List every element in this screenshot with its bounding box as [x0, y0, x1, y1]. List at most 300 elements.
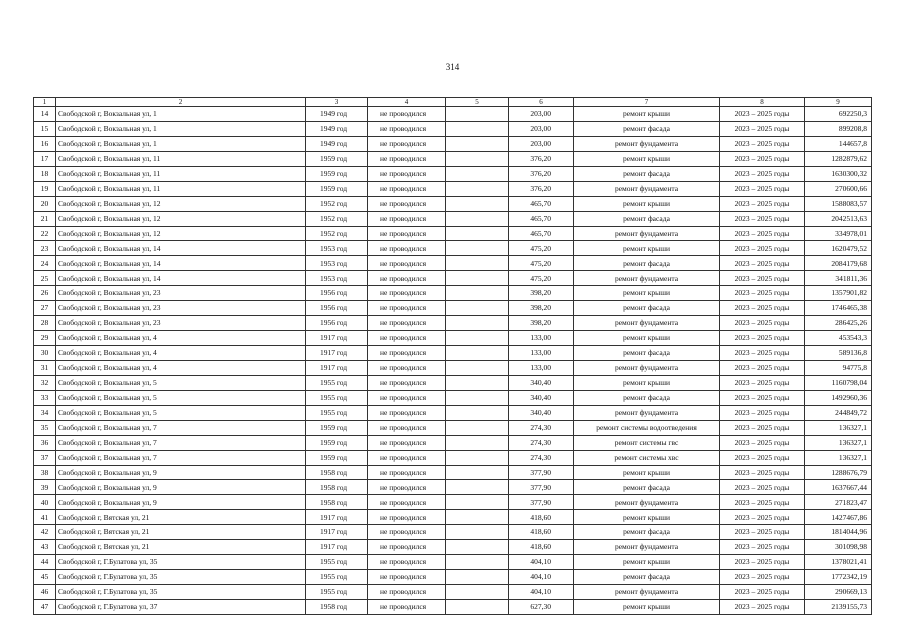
blank-cell [446, 420, 509, 435]
period-cell: 2023 – 2025 годы [720, 599, 805, 614]
year-built-cell: 1958 год [306, 599, 368, 614]
area-cell: 377,90 [509, 495, 574, 510]
year-built-cell: 1959 год [306, 450, 368, 465]
period-cell: 2023 – 2025 годы [720, 271, 805, 286]
area-cell: 340,40 [509, 390, 574, 405]
address-cell: Свободской г, Вокзальная ул, 23 [56, 316, 306, 331]
blank-cell [446, 495, 509, 510]
row-number-cell: 19 [34, 181, 56, 196]
work-type-cell: ремонт фасада [574, 480, 720, 495]
year-built-cell: 1958 год [306, 465, 368, 480]
cost-cell: 1288676,79 [805, 465, 872, 480]
blank-cell [446, 510, 509, 525]
inspection-cell: не проводился [368, 346, 446, 361]
table-row [34, 107, 872, 122]
area-cell: 418,60 [509, 525, 574, 540]
period-cell: 2023 – 2025 годы [720, 211, 805, 226]
blank-cell [446, 435, 509, 450]
area-cell: 465,70 [509, 196, 574, 211]
address-cell: Свободской г, Вокзальная ул, 12 [56, 226, 306, 241]
table-row [34, 271, 872, 286]
work-type-cell: ремонт фундамента [574, 495, 720, 510]
blank-cell [446, 540, 509, 555]
table-row [34, 495, 872, 510]
row-number-cell: 42 [34, 525, 56, 540]
work-type-cell: ремонт фасада [574, 570, 720, 585]
period-cell: 2023 – 2025 годы [720, 495, 805, 510]
row-number-cell: 23 [34, 241, 56, 256]
row-number-cell: 14 [34, 107, 56, 122]
inspection-cell: не проводился [368, 465, 446, 480]
work-type-cell: ремонт фасада [574, 211, 720, 226]
year-built-cell: 1953 год [306, 256, 368, 271]
period-cell: 2023 – 2025 годы [720, 166, 805, 181]
work-type-cell: ремонт фасада [574, 346, 720, 361]
address-cell: Свободской г, Вятская ул, 21 [56, 525, 306, 540]
table-row [34, 331, 872, 346]
work-type-cell: ремонт фундамента [574, 405, 720, 420]
blank-cell [446, 316, 509, 331]
inspection-cell: не проводился [368, 480, 446, 495]
table-row [34, 525, 872, 540]
table-row [34, 121, 872, 136]
blank-cell [446, 121, 509, 136]
inspection-cell: не проводился [368, 375, 446, 390]
inspection-cell: не проводился [368, 211, 446, 226]
cost-cell: 1588083,57 [805, 196, 872, 211]
area-cell: 465,70 [509, 226, 574, 241]
area-cell: 133,00 [509, 331, 574, 346]
year-built-cell: 1953 год [306, 271, 368, 286]
period-cell: 2023 – 2025 годы [720, 196, 805, 211]
blank-cell [446, 256, 509, 271]
cost-cell: 270600,66 [805, 181, 872, 196]
year-built-cell: 1952 год [306, 211, 368, 226]
period-cell: 2023 – 2025 годы [720, 570, 805, 585]
table-row [34, 555, 872, 570]
address-cell: Свободской г, Вокзальная ул, 11 [56, 151, 306, 166]
blank-cell [446, 271, 509, 286]
cost-cell: 1160798,04 [805, 375, 872, 390]
blank-cell [446, 346, 509, 361]
year-built-cell: 1955 год [306, 570, 368, 585]
work-type-cell: ремонт крыши [574, 241, 720, 256]
header-cell: 9 [805, 98, 872, 107]
address-cell: Свободской г, Вокзальная ул, 1 [56, 136, 306, 151]
year-built-cell: 1959 год [306, 151, 368, 166]
work-type-cell: ремонт фундамента [574, 360, 720, 375]
row-number-cell: 26 [34, 286, 56, 301]
address-cell: Свободской г, Вокзальная ул, 7 [56, 450, 306, 465]
table-row [34, 510, 872, 525]
area-cell: 418,60 [509, 510, 574, 525]
row-number-cell: 46 [34, 585, 56, 600]
table-row [34, 301, 872, 316]
cost-cell: 589136,8 [805, 346, 872, 361]
blank-cell [446, 226, 509, 241]
area-cell: 475,20 [509, 241, 574, 256]
table-row [34, 540, 872, 555]
address-cell: Свободской г, Вокзальная ул, 5 [56, 405, 306, 420]
period-cell: 2023 – 2025 годы [720, 331, 805, 346]
table-row [34, 480, 872, 495]
blank-cell [446, 390, 509, 405]
cost-cell: 692250,3 [805, 107, 872, 122]
blank-cell [446, 241, 509, 256]
inspection-cell: не проводился [368, 450, 446, 465]
area-cell: 203,00 [509, 121, 574, 136]
address-cell: Свободской г, Вокзальная ул, 4 [56, 360, 306, 375]
cost-cell: 1282879,62 [805, 151, 872, 166]
inspection-cell: не проводился [368, 540, 446, 555]
row-number-cell: 30 [34, 346, 56, 361]
work-type-cell: ремонт системы водоотведения [574, 420, 720, 435]
row-number-cell: 35 [34, 420, 56, 435]
year-built-cell: 1917 год [306, 346, 368, 361]
address-cell: Свободской г, Г.Булатова ул, 35 [56, 570, 306, 585]
address-cell: Свободской г, Вокзальная ул, 5 [56, 375, 306, 390]
row-number-cell: 33 [34, 390, 56, 405]
year-built-cell: 1917 год [306, 331, 368, 346]
period-cell: 2023 – 2025 годы [720, 136, 805, 151]
area-cell: 418,60 [509, 540, 574, 555]
work-type-cell: ремонт фундамента [574, 181, 720, 196]
row-number-cell: 27 [34, 301, 56, 316]
work-type-cell: ремонт фундамента [574, 226, 720, 241]
inspection-cell: не проводился [368, 241, 446, 256]
inspection-cell: не проводился [368, 495, 446, 510]
table-row [34, 226, 872, 241]
blank-cell [446, 480, 509, 495]
year-built-cell: 1952 год [306, 226, 368, 241]
table-row [34, 151, 872, 166]
address-cell: Свободской г, Вятская ул, 21 [56, 510, 306, 525]
year-built-cell: 1955 год [306, 555, 368, 570]
year-built-cell: 1917 год [306, 510, 368, 525]
year-built-cell: 1959 год [306, 435, 368, 450]
address-cell: Свободской г, Вокзальная ул, 4 [56, 346, 306, 361]
address-cell: Свободской г, Вокзальная ул, 12 [56, 211, 306, 226]
work-type-cell: ремонт крыши [574, 107, 720, 122]
inspection-cell: не проводился [368, 151, 446, 166]
blank-cell [446, 166, 509, 181]
cost-cell: 1357901,82 [805, 286, 872, 301]
area-cell: 475,20 [509, 271, 574, 286]
period-cell: 2023 – 2025 годы [720, 540, 805, 555]
period-cell: 2023 – 2025 годы [720, 585, 805, 600]
year-built-cell: 1952 год [306, 196, 368, 211]
table-row [34, 211, 872, 226]
year-built-cell: 1917 год [306, 525, 368, 540]
table-row [34, 599, 872, 614]
area-cell: 340,40 [509, 405, 574, 420]
blank-cell [446, 211, 509, 226]
inspection-cell: не проводился [368, 226, 446, 241]
row-number-cell: 36 [34, 435, 56, 450]
blank-cell [446, 405, 509, 420]
cost-cell: 1427467,86 [805, 510, 872, 525]
row-number-cell: 45 [34, 570, 56, 585]
area-cell: 475,20 [509, 256, 574, 271]
inspection-cell: не проводился [368, 585, 446, 600]
cost-cell: 341811,36 [805, 271, 872, 286]
cost-cell: 301098,98 [805, 540, 872, 555]
work-type-cell: ремонт фундамента [574, 136, 720, 151]
address-cell: Свободской г, Вокзальная ул, 1 [56, 121, 306, 136]
capital-repair-table [33, 97, 872, 615]
table-row [34, 420, 872, 435]
cost-cell: 1630300,32 [805, 166, 872, 181]
cost-cell: 136327,1 [805, 435, 872, 450]
table-row [34, 375, 872, 390]
area-cell: 376,20 [509, 166, 574, 181]
period-cell: 2023 – 2025 годы [720, 420, 805, 435]
period-cell: 2023 – 2025 годы [720, 346, 805, 361]
header-cell: 3 [306, 98, 368, 107]
row-number-cell: 39 [34, 480, 56, 495]
cost-cell: 271823,47 [805, 495, 872, 510]
work-type-cell: ремонт системы гвс [574, 435, 720, 450]
year-built-cell: 1955 год [306, 390, 368, 405]
row-number-cell: 16 [34, 136, 56, 151]
period-cell: 2023 – 2025 годы [720, 360, 805, 375]
cost-cell: 136327,1 [805, 450, 872, 465]
blank-cell [446, 555, 509, 570]
row-number-cell: 44 [34, 555, 56, 570]
blank-cell [446, 585, 509, 600]
row-number-cell: 31 [34, 360, 56, 375]
cost-cell: 2139155,73 [805, 599, 872, 614]
table-row [34, 196, 872, 211]
table-row [34, 316, 872, 331]
row-number-cell: 17 [34, 151, 56, 166]
year-built-cell: 1958 год [306, 495, 368, 510]
table-body [34, 107, 872, 615]
table-row [34, 585, 872, 600]
blank-cell [446, 151, 509, 166]
year-built-cell: 1955 год [306, 375, 368, 390]
blank-cell [446, 525, 509, 540]
work-type-cell: ремонт крыши [574, 599, 720, 614]
blank-cell [446, 465, 509, 480]
area-cell: 376,20 [509, 181, 574, 196]
work-type-cell: ремонт фундамента [574, 585, 720, 600]
inspection-cell: не проводился [368, 510, 446, 525]
work-type-cell: ремонт фасада [574, 525, 720, 540]
blank-cell [446, 375, 509, 390]
address-cell: Свободской г, Вокзальная ул, 9 [56, 480, 306, 495]
cost-cell: 1378021,41 [805, 555, 872, 570]
area-cell: 398,20 [509, 316, 574, 331]
address-cell: Свободской г, Вокзальная ул, 4 [56, 331, 306, 346]
cost-cell: 1637667,44 [805, 480, 872, 495]
period-cell: 2023 – 2025 годы [720, 256, 805, 271]
period-cell: 2023 – 2025 годы [720, 510, 805, 525]
row-number-cell: 32 [34, 375, 56, 390]
address-cell: Свободской г, Вокзальная ул, 9 [56, 495, 306, 510]
cost-cell: 136327,1 [805, 420, 872, 435]
work-type-cell: ремонт фасада [574, 166, 720, 181]
work-type-cell: ремонт крыши [574, 555, 720, 570]
cost-cell: 1620479,52 [805, 241, 872, 256]
row-number-cell: 20 [34, 196, 56, 211]
blank-cell [446, 570, 509, 585]
address-cell: Свободской г, Вокзальная ул, 5 [56, 390, 306, 405]
work-type-cell: ремонт фасада [574, 390, 720, 405]
cost-cell: 1492960,36 [805, 390, 872, 405]
row-number-cell: 24 [34, 256, 56, 271]
row-number-cell: 47 [34, 599, 56, 614]
table-row [34, 390, 872, 405]
table-row [34, 435, 872, 450]
year-built-cell: 1959 год [306, 181, 368, 196]
row-number-cell: 43 [34, 540, 56, 555]
blank-cell [446, 196, 509, 211]
period-cell: 2023 – 2025 годы [720, 286, 805, 301]
area-cell: 398,20 [509, 286, 574, 301]
inspection-cell: не проводился [368, 360, 446, 375]
inspection-cell: не проводился [368, 599, 446, 614]
period-cell: 2023 – 2025 годы [720, 555, 805, 570]
area-cell: 133,00 [509, 346, 574, 361]
year-built-cell: 1917 год [306, 360, 368, 375]
row-number-cell: 21 [34, 211, 56, 226]
work-type-cell: ремонт крыши [574, 196, 720, 211]
address-cell: Свободской г, Вокзальная ул, 23 [56, 286, 306, 301]
area-cell: 398,20 [509, 301, 574, 316]
period-cell: 2023 – 2025 годы [720, 375, 805, 390]
header-cell: 4 [368, 98, 446, 107]
header-cell: 7 [574, 98, 720, 107]
address-cell: Свободской г, Вокзальная ул, 12 [56, 196, 306, 211]
year-built-cell: 1959 год [306, 166, 368, 181]
area-cell: 404,10 [509, 585, 574, 600]
work-type-cell: ремонт фундамента [574, 540, 720, 555]
table-row [34, 241, 872, 256]
work-type-cell: ремонт крыши [574, 331, 720, 346]
row-number-cell: 38 [34, 465, 56, 480]
year-built-cell: 1953 год [306, 241, 368, 256]
cost-cell: 2084179,68 [805, 256, 872, 271]
work-type-cell: ремонт фасада [574, 121, 720, 136]
header-cell: 8 [720, 98, 805, 107]
header-cell: 6 [509, 98, 574, 107]
cost-cell: 244849,72 [805, 405, 872, 420]
blank-cell [446, 286, 509, 301]
inspection-cell: не проводился [368, 405, 446, 420]
area-cell: 274,30 [509, 450, 574, 465]
table-row [34, 166, 872, 181]
cost-cell: 286425,26 [805, 316, 872, 331]
inspection-cell: не проводился [368, 121, 446, 136]
work-type-cell: ремонт крыши [574, 375, 720, 390]
year-built-cell: 1956 год [306, 316, 368, 331]
cost-cell: 2042513,63 [805, 211, 872, 226]
blank-cell [446, 107, 509, 122]
inspection-cell: не проводился [368, 331, 446, 346]
year-built-cell: 1959 год [306, 420, 368, 435]
blank-cell [446, 450, 509, 465]
inspection-cell: не проводился [368, 271, 446, 286]
cost-cell: 290669,13 [805, 585, 872, 600]
period-cell: 2023 – 2025 годы [720, 525, 805, 540]
year-built-cell: 1949 год [306, 107, 368, 122]
address-cell: Свободской г, Г.Булатова ул, 37 [56, 599, 306, 614]
table-row [34, 256, 872, 271]
inspection-cell: не проводился [368, 181, 446, 196]
address-cell: Свободской г, Вокзальная ул, 14 [56, 271, 306, 286]
address-cell: Свободской г, Вокзальная ул, 14 [56, 256, 306, 271]
cost-cell: 899208,8 [805, 121, 872, 136]
inspection-cell: не проводился [368, 420, 446, 435]
address-cell: Свободской г, Вокзальная ул, 11 [56, 166, 306, 181]
year-built-cell: 1958 год [306, 480, 368, 495]
table-row [34, 136, 872, 151]
column-number-row [34, 98, 872, 107]
table-row [34, 181, 872, 196]
period-cell: 2023 – 2025 годы [720, 301, 805, 316]
period-cell: 2023 – 2025 годы [720, 316, 805, 331]
inspection-cell: не проводился [368, 166, 446, 181]
work-type-cell: ремонт крыши [574, 465, 720, 480]
area-cell: 465,70 [509, 211, 574, 226]
row-number-cell: 29 [34, 331, 56, 346]
blank-cell [446, 599, 509, 614]
year-built-cell: 1956 год [306, 301, 368, 316]
cost-cell: 144657,8 [805, 136, 872, 151]
inspection-cell: не проводился [368, 256, 446, 271]
work-type-cell: ремонт крыши [574, 510, 720, 525]
inspection-cell: не проводился [368, 196, 446, 211]
blank-cell [446, 301, 509, 316]
address-cell: Свободской г, Вокзальная ул, 14 [56, 241, 306, 256]
period-cell: 2023 – 2025 годы [720, 450, 805, 465]
address-cell: Свободской г, Г.Булатова ул, 35 [56, 555, 306, 570]
row-number-cell: 15 [34, 121, 56, 136]
year-built-cell: 1955 год [306, 585, 368, 600]
period-cell: 2023 – 2025 годы [720, 435, 805, 450]
inspection-cell: не проводился [368, 286, 446, 301]
row-number-cell: 18 [34, 166, 56, 181]
area-cell: 133,00 [509, 360, 574, 375]
work-type-cell: ремонт системы хвс [574, 450, 720, 465]
period-cell: 2023 – 2025 годы [720, 226, 805, 241]
work-type-cell: ремонт фасада [574, 256, 720, 271]
area-cell: 404,10 [509, 555, 574, 570]
row-number-cell: 28 [34, 316, 56, 331]
period-cell: 2023 – 2025 годы [720, 390, 805, 405]
cost-cell: 1746465,38 [805, 301, 872, 316]
address-cell: Свободской г, Вокзальная ул, 7 [56, 435, 306, 450]
work-type-cell: ремонт фасада [574, 301, 720, 316]
area-cell: 377,90 [509, 465, 574, 480]
table-row [34, 465, 872, 480]
table-row [34, 286, 872, 301]
inspection-cell: не проводился [368, 390, 446, 405]
address-cell: Свободской г, Вокзальная ул, 9 [56, 465, 306, 480]
cost-cell: 94775,8 [805, 360, 872, 375]
inspection-cell: не проводился [368, 136, 446, 151]
address-cell: Свободской г, Г.Булатова ул, 35 [56, 585, 306, 600]
year-built-cell: 1955 год [306, 405, 368, 420]
address-cell: Свободской г, Вятская ул, 21 [56, 540, 306, 555]
blank-cell [446, 181, 509, 196]
area-cell: 274,30 [509, 435, 574, 450]
row-number-cell: 37 [34, 450, 56, 465]
header-cell: 1 [34, 98, 56, 107]
row-number-cell: 40 [34, 495, 56, 510]
row-number-cell: 41 [34, 510, 56, 525]
